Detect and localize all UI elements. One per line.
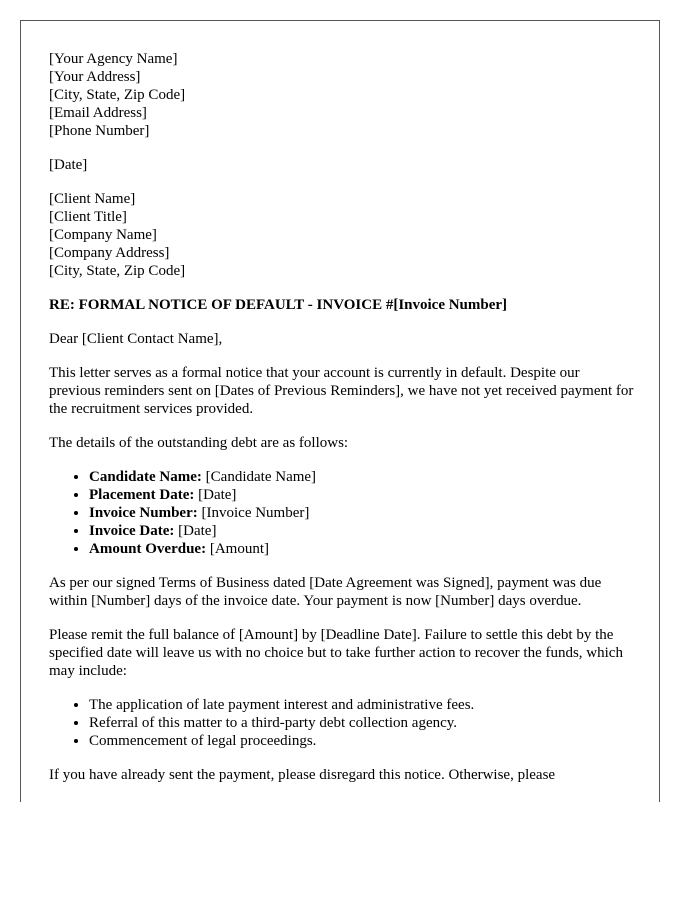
debt-detail-item [89, 486, 634, 504]
remit-paragraph: Please remit the full balance of [Amount] by [Deadline Date]. Failure to settle this debt by the specified date will leave us with no choice but to take further action to recover the funds, which may include: [49, 627, 623, 679]
letter-page [20, 20, 660, 802]
debt-detail-item [89, 504, 634, 522]
debt-detail-value: [Invoice Number] [197, 505, 310, 521]
action-item: • Referral of this matter to a third-party debt collection agency. [89, 714, 634, 732]
debt-detail-label: Placement Date: [89, 487, 195, 503]
letter-content [49, 50, 634, 800]
actions-list [49, 696, 634, 750]
debt-detail-value: [Date] [174, 523, 217, 539]
recipient-client-title: [Client Title] [49, 209, 127, 225]
subject-line: RE: FORMAL NOTICE OF DEFAULT - INVOICE #[Invoice Number] [49, 297, 508, 313]
recipient-client-name: [Client Name] [49, 191, 136, 207]
sender-city-state-zip: [City, State, Zip Code] [49, 87, 186, 103]
debt-detail-label: Candidate Name: [89, 469, 202, 485]
recipient-company-address: [Company Address] [49, 245, 170, 261]
action-item: • The application of late payment interest and administrative fees. [89, 696, 634, 714]
sender-address: [Your Address] [49, 69, 141, 85]
debt-detail-value: [Amount] [206, 541, 269, 557]
sender-phone: [Phone Number] [49, 123, 150, 139]
debt-detail-label: Invoice Number: [89, 505, 198, 521]
sender-agency-name: [Your Agency Name] [49, 51, 178, 67]
debt-detail-item [89, 522, 634, 540]
debt-detail-label: Invoice Date: [89, 523, 175, 539]
debt-detail-value: [Date] [194, 487, 237, 503]
sender-email: [Email Address] [49, 105, 147, 121]
debt-detail-value: [Candidate Name] [201, 469, 317, 485]
letter-date: [Date] [49, 157, 88, 173]
debt-detail-item [89, 540, 634, 558]
terms-paragraph: As per our signed Terms of Business dated [Date Agreement was Signed], payment was due within [Number] days of the invoice date. Your payment is now [Number] days overdue. [49, 575, 602, 609]
closing-paragraph: If you have already sent the payment, please disregard this notice. Otherwise, please [49, 767, 556, 783]
details-intro-paragraph: The details of the outstanding debt are as follows: [49, 435, 349, 451]
intro-paragraph: This letter serves as a formal notice that your account is currently in default. Despite our previous reminders sent on [Dates of Previous Reminders], we have not yet received payment for the recruitment services provided. [49, 365, 634, 417]
salutation: Dear [Client Contact Name], [49, 331, 223, 347]
debt-detail-item [89, 468, 634, 486]
action-item: • Commencement of legal proceedings. [89, 732, 634, 750]
date-block [49, 156, 634, 174]
recipient-block [49, 190, 634, 280]
recipient-company-name: [Company Name] [49, 227, 157, 243]
debt-detail-label: Amount Overdue: [89, 541, 207, 557]
sender-block [49, 50, 634, 140]
debt-details-list [49, 468, 634, 558]
recipient-city-state-zip: [City, State, Zip Code] [49, 263, 186, 279]
